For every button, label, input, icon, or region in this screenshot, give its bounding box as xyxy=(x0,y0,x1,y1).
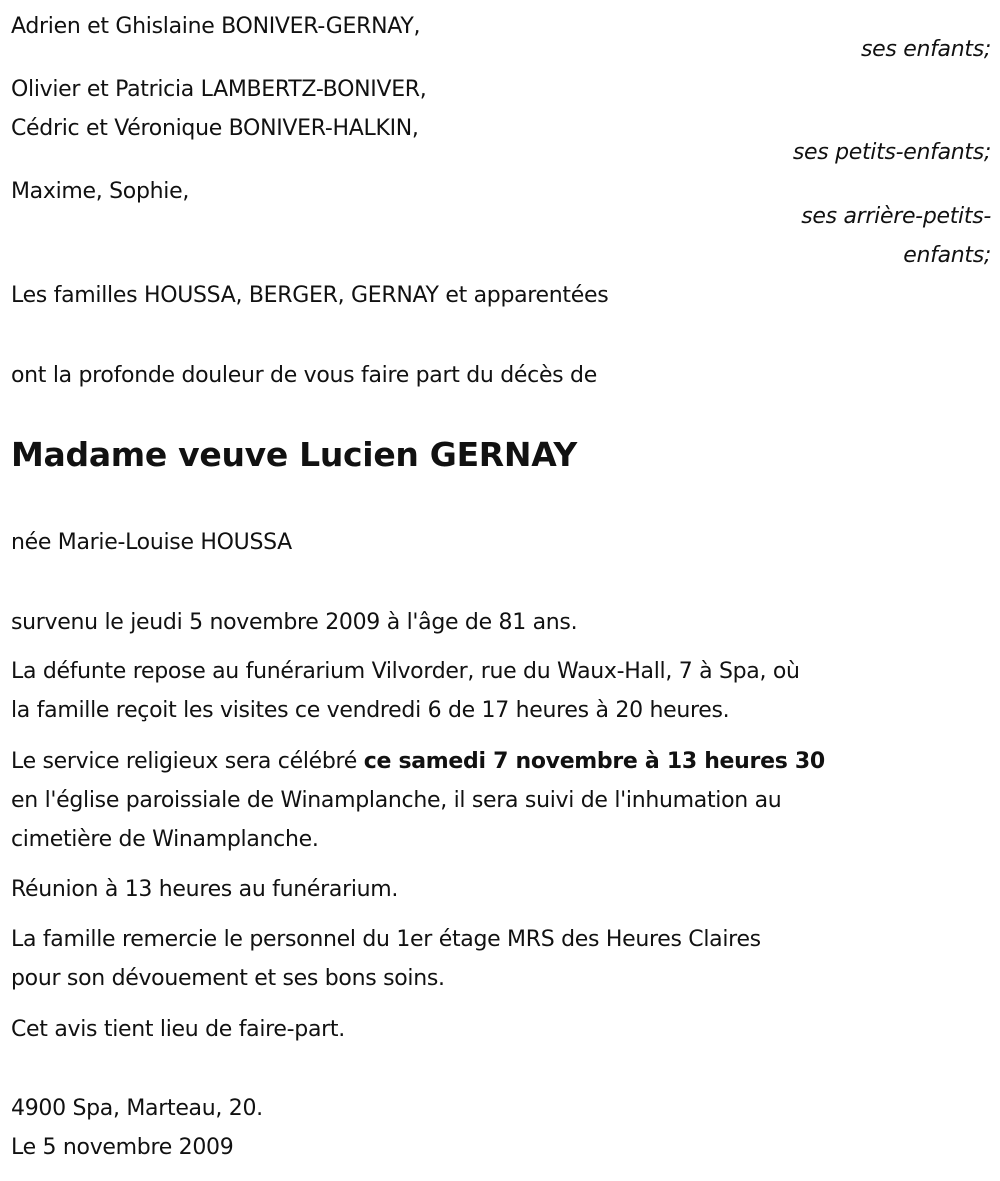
deceased-name: Madame veuve Lucien GERNAY xyxy=(11,435,577,474)
great-grandchildren-label-1: ses arrière-petits- xyxy=(801,204,991,229)
children-names: Adrien et Ghislaine BONIVER-GERNAY, xyxy=(11,14,421,39)
death-info: survenu le jeudi 5 novembre 2009 à l'âge de 81 ans. xyxy=(11,610,578,635)
service-prefix: Le service religieux sera célébré xyxy=(11,749,364,774)
thanks-line-1: La famille remercie le personnel du 1er étage MRS des Heures Claires xyxy=(11,927,761,952)
notice-line: Cet avis tient lieu de faire-part. xyxy=(11,1017,345,1042)
reunion-line: Réunion à 13 heures au funérarium. xyxy=(11,877,399,902)
service-line-2: en l'église paroissiale de Winamplanche, il sera suivi de l'inhumation au xyxy=(11,788,782,813)
thanks-line-2: pour son dévouement et ses bons soins. xyxy=(11,966,445,991)
date-line: Le 5 novembre 2009 xyxy=(11,1135,234,1160)
grandchildren-names-1: Olivier et Patricia LAMBERTZ-BONIVER, xyxy=(11,77,427,102)
grandchildren-label: ses petits-enfants; xyxy=(792,140,991,165)
repose-line-1: La défunte repose au funérarium Vilvorder, rue du Waux-Hall, 7 à Spa, où xyxy=(11,659,800,684)
birth-name: née Marie-Louise HOUSSA xyxy=(11,530,292,555)
families-line: Les familles HOUSSA, BERGER, GERNAY et apparentées xyxy=(11,283,609,308)
announcement-intro: ont la profonde douleur de vous faire part du décès de xyxy=(11,363,597,388)
grandchildren-names-2: Cédric et Véronique BONIVER-HALKIN, xyxy=(11,116,419,141)
service-line-1 xyxy=(11,742,825,781)
repose-line-2: la famille reçoit les visites ce vendredi 6 de 17 heures à 20 heures. xyxy=(11,698,730,723)
address-line: 4900 Spa, Marteau, 20. xyxy=(11,1096,263,1121)
great-grandchildren-label-2: enfants; xyxy=(903,243,991,268)
great-grandchildren-names: Maxime, Sophie, xyxy=(11,179,190,204)
children-label: ses enfants; xyxy=(860,37,991,62)
service-date-time: ce samedi 7 novembre à 13 heures 30 xyxy=(363,749,825,774)
service-line-3: cimetière de Winamplanche. xyxy=(11,827,319,852)
